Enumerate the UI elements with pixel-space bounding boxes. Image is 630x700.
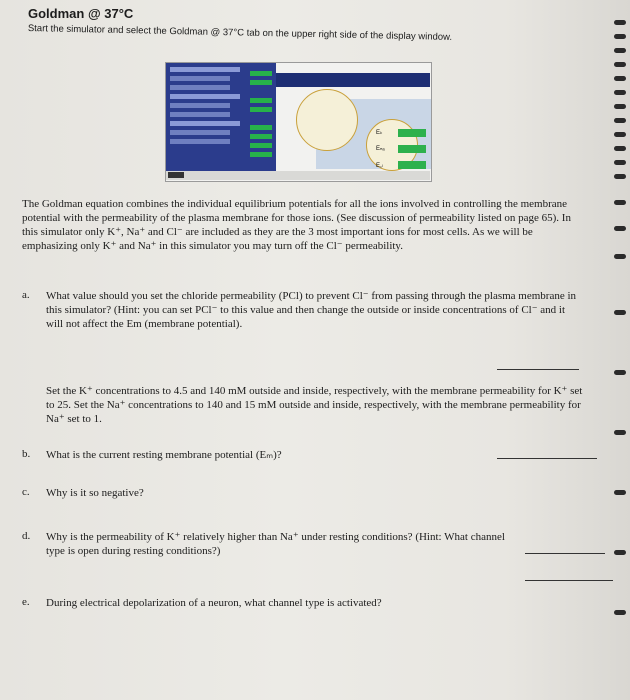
simulator-control-panel (166, 63, 276, 171)
question-d: Why is the permeability of K⁺ relatively higher than Na⁺ under resting conditions? (Hint: What channel type is open during resting conditions?) (46, 531, 505, 557)
spiral-binding (608, 10, 626, 700)
question-c-label: c. (22, 486, 30, 498)
ecl-value-display (398, 161, 426, 169)
intro-instruction: Start the simulator and select the Goldman @ 37°C tab on the upper right side of the display window. (27, 23, 453, 43)
question-c: Why is it so negative? (46, 487, 144, 499)
ena-value-display (398, 145, 426, 153)
ecl-label: E꜀ₗ (376, 163, 384, 169)
simulator-tab-bar (276, 73, 430, 87)
answer-line-a[interactable] (497, 369, 579, 370)
setup-instructions: Set the K⁺ concentrations to 4.5 and 140 mM outside and inside, respectively, with the membrane permeability for K⁺ set to 25. Set the Na⁺ concentrations to 140 and 15 mM outside and inside, respectively, with the membrane permeability for Na⁺ set to 1. (46, 385, 583, 425)
ek-label: Eₖ (376, 130, 383, 136)
simulator-status-bar (166, 171, 430, 180)
question-a-label: a. (22, 289, 30, 301)
answer-line-e[interactable] (525, 580, 613, 581)
section-heading: Goldman @ 37°C (28, 6, 134, 21)
question-e: During electrical depolarization of a neuron, what channel type is activated? (46, 597, 382, 609)
question-a: What value should you set the chloride permeability (PCl) to prevent Cl⁻ from passing through the plasma membrane in this simulator? (Hint: you can set PCl⁻ to this value and then change the outside or inside concentrations of Cl⁻ and it will not affect the Em (membrane potential). (46, 290, 577, 330)
simulator-screenshot (165, 62, 432, 182)
question-b-label: b. (22, 448, 31, 460)
question-d-label: d. (22, 530, 31, 542)
answer-line-b[interactable] (497, 458, 597, 459)
ek-value-display (398, 129, 426, 137)
question-b: What is the current resting membrane potential (Eₘ)? (46, 449, 282, 461)
goldman-paragraph: The Goldman equation combines the individual equilibrium potentials for all the ions involved in controlling the membrane potential with the permeability of the plasma membrane for those ions. (See discussion of permeability listed on page 65). In this simulator only K⁺, Na⁺ and Cl⁻ are included as they are the 3 most important ions for most cells. As we will be emphasizing only K⁺ and Na⁺ in this simulator you may turn off the Cl⁻ permeability. (22, 198, 571, 252)
answer-line-d[interactable] (525, 553, 605, 554)
question-e-label: e. (22, 596, 30, 608)
ena-label: Eₙₐ (376, 146, 385, 152)
